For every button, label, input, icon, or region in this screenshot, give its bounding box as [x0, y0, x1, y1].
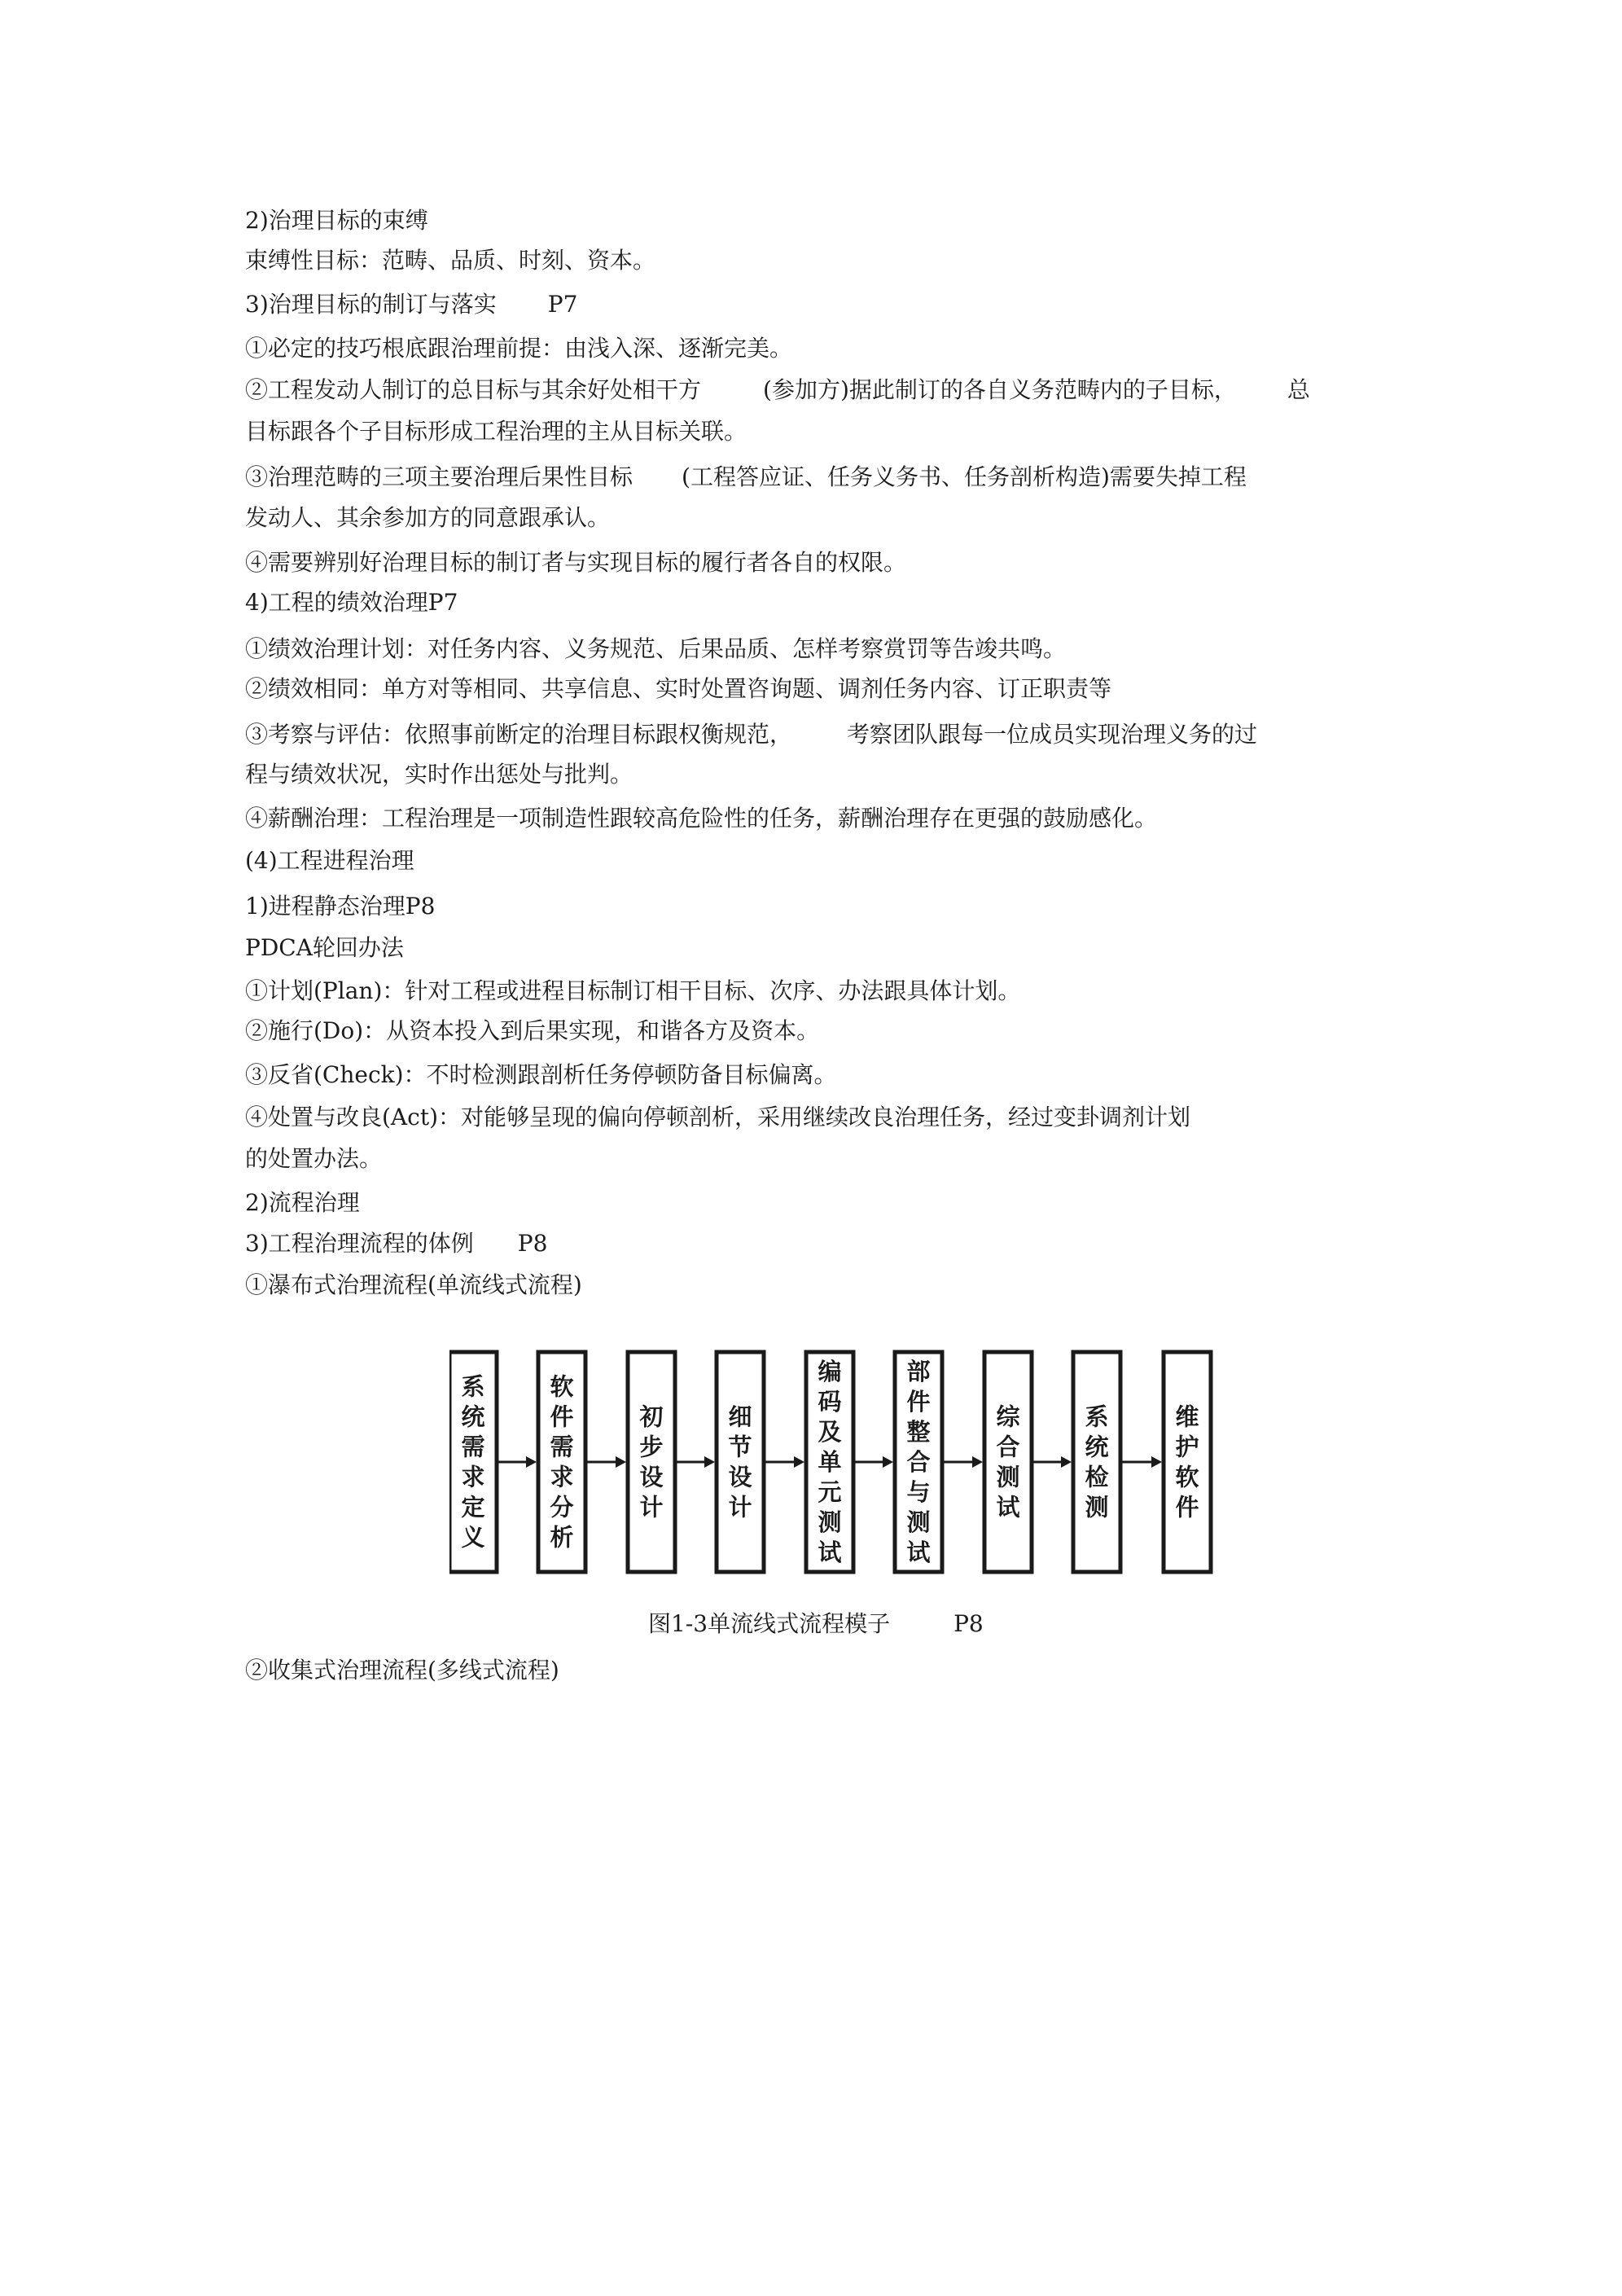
text-line: 2)流程治理 — [245, 1189, 360, 1216]
flow-box — [984, 1352, 1032, 1572]
flow-box-label: 系 — [1085, 1403, 1109, 1431]
flow-box-label: 初 — [639, 1403, 664, 1431]
flow-arrowhead — [616, 1456, 626, 1468]
flow-box-label: 测 — [906, 1508, 931, 1536]
flow-box-label: 及 — [818, 1418, 842, 1446]
flow-arrowhead — [526, 1456, 537, 1468]
text-line: 2)治理目标的束缚 — [245, 207, 428, 234]
flow-box-label: 编 — [818, 1358, 842, 1385]
flow-box-label: 义 — [461, 1523, 485, 1552]
text-line: 3)工程治理流程的体例 P8 — [245, 1230, 548, 1257]
flow-arrowhead — [1061, 1456, 1072, 1468]
figure-caption: 图1-3单流线式流程模子 P8 — [648, 1610, 984, 1637]
flow-arrowhead — [704, 1456, 715, 1468]
flow-box-label: 求 — [461, 1463, 485, 1491]
waterfall-flowchart — [449, 1348, 1231, 1584]
flow-box — [1164, 1352, 1211, 1572]
flow-box-label: 试 — [906, 1539, 931, 1566]
flow-box-label: 件 — [906, 1388, 931, 1416]
text-line: 1)进程静态治理P8 — [245, 893, 436, 920]
flow-arrowhead — [883, 1456, 893, 1468]
text-line: ④薪酬治理：工程治理是一项制造性跟较高危险性的任务，薪酬治理存在更强的鼓励感化。 — [245, 805, 1158, 832]
flow-box-label: 设 — [639, 1463, 664, 1491]
flow-box-label: 测 — [1085, 1493, 1109, 1521]
text-line: 束缚性目标：范畴、品质、时刻、资本。 — [245, 247, 656, 274]
text-line: ①计划(Plan)：针对工程或进程目标制订相干目标、次序、办法跟具体计划。 — [245, 977, 1021, 1004]
flow-arrowhead — [794, 1456, 804, 1468]
flow-box — [1073, 1352, 1120, 1572]
flow-box — [717, 1352, 764, 1572]
flow-box-label: 元 — [818, 1478, 842, 1506]
text-line: ③考察与评估：依照事前断定的治理目标跟权衡规范， 考察团队跟每一位成员实现治理义务的过 — [245, 721, 1258, 748]
flow-box-label: 细 — [728, 1403, 752, 1431]
flow-box-label: 计 — [728, 1493, 752, 1521]
text-line: ①绩效治理计划：对任务内容、义务规范、后果品质、怎样考察赏罚等告竣共鸣。 — [245, 635, 1067, 662]
flow-box-label: 与 — [906, 1478, 931, 1506]
flow-box-label: 合 — [996, 1433, 1020, 1461]
text-line: 3)治理目标的制订与落实 P7 — [245, 291, 578, 318]
flow-box-label: 维 — [1175, 1403, 1199, 1431]
flow-arrowhead — [972, 1456, 983, 1468]
flow-box-label: 测 — [818, 1508, 842, 1536]
flow-box-label: 件 — [1175, 1493, 1199, 1521]
flow-arrowhead — [1151, 1456, 1162, 1468]
flow-box-label: 件 — [550, 1403, 574, 1431]
flow-box-label: 试 — [818, 1539, 842, 1566]
flow-box-label: 单 — [818, 1448, 842, 1476]
flow-box-label: 部 — [906, 1358, 931, 1385]
flow-box-label: 合 — [906, 1448, 931, 1476]
flow-box-label: 测 — [996, 1463, 1020, 1491]
text-line: ②收集式治理流程(多线式流程) — [245, 1657, 559, 1684]
flow-box-label: 统 — [461, 1403, 485, 1431]
text-line: ④处置与改良(Act)：对能够呈现的偏向停顿剖析，采用继续改良治理任务，经过变卦调剂计划 — [245, 1104, 1191, 1130]
text-line: 4)工程的绩效治理P7 — [245, 589, 458, 616]
flow-box-label: 求 — [550, 1463, 574, 1491]
flow-box-label: 软 — [550, 1372, 574, 1401]
flow-box-label: 需 — [550, 1433, 574, 1461]
flow-box-label: 节 — [728, 1433, 752, 1461]
flow-box-label: 统 — [1085, 1433, 1109, 1461]
flow-box-label: 计 — [639, 1493, 664, 1521]
flow-box-label: 码 — [818, 1388, 842, 1416]
flow-box-label: 软 — [1175, 1463, 1199, 1491]
flow-box-label: 设 — [728, 1463, 752, 1491]
text-line: ②工程发动人制订的总目标与其余好处相干方 (参加方)据此制订的各自义务范畴内的子目标， 总 — [245, 376, 1310, 403]
text-line: ③反省(Check)：不时检测跟剖析任务停顿防备目标偏离。 — [245, 1061, 837, 1088]
text-line: ②施行(Do)：从资本投入到后果实现，和谐各方及资本。 — [245, 1017, 820, 1044]
text-line: PDCA轮回办法 — [245, 934, 404, 961]
text-line: ③治理范畴的三项主要治理后果性目标 (工程答应证、任务义务书、任务剖析构造)需要失掉工程 — [245, 463, 1247, 490]
flow-box-label: 试 — [996, 1493, 1020, 1521]
flow-box-label: 护 — [1175, 1433, 1199, 1461]
flow-box-label: 综 — [996, 1403, 1020, 1431]
text-line: ②绩效相同：单方对等相同、共享信息、实时处置咨询题、调剂任务内容、订正职责等 — [245, 675, 1112, 702]
text-line: 目标跟各个子目标形成工程治理的主从目标关联。 — [245, 418, 747, 445]
flow-box-label: 整 — [906, 1418, 931, 1446]
flow-box-label: 检 — [1085, 1463, 1109, 1491]
flow-box — [628, 1352, 675, 1572]
flow-box-label: 需 — [461, 1433, 485, 1461]
text-line: ①必定的技巧根底跟治理前提：由浅入深、逐渐完美。 — [245, 335, 793, 362]
text-line: 发动人、其余参加方的同意跟承认。 — [245, 504, 611, 531]
flow-box-label: 定 — [461, 1493, 485, 1521]
text-line: (4)工程进程治理 — [245, 847, 414, 874]
flow-box-label: 步 — [639, 1433, 664, 1461]
flow-box-label: 系 — [461, 1372, 485, 1401]
text-line: 的处置办法。 — [245, 1145, 383, 1172]
flow-box-label: 分 — [550, 1493, 574, 1521]
text-line: ①瀑布式治理流程(单流线式流程) — [245, 1271, 582, 1298]
text-line: 程与绩效状况，实时作出惩处与批判。 — [245, 761, 633, 788]
flow-box-label: 析 — [550, 1523, 574, 1552]
text-line: ④需要辨别好治理目标的制订者与实现目标的履行者各自的权限。 — [245, 549, 907, 576]
